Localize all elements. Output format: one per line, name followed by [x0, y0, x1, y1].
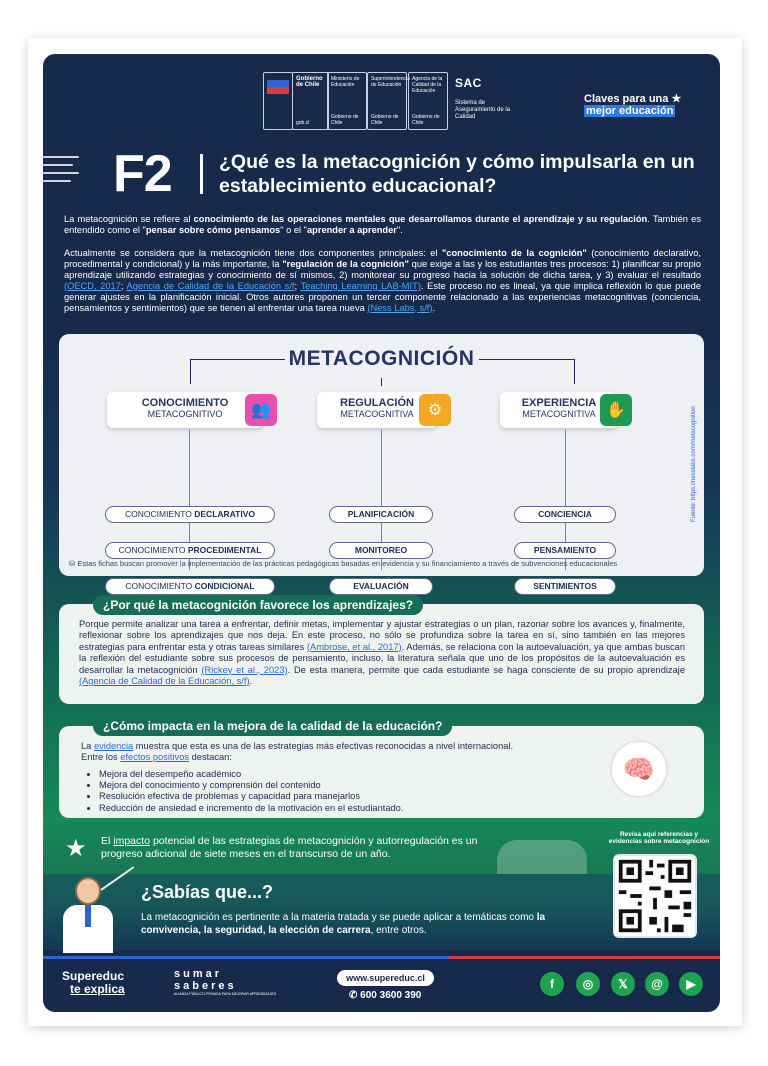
coins-icon: ⛁: [69, 559, 78, 568]
pill-condicional: CONOCIMIENTO CONDICIONAL: [105, 578, 275, 595]
website-link[interactable]: www.supereduc.cl: [337, 970, 434, 986]
connector: [574, 359, 575, 384]
ref-link-ambrose[interactable]: (Ambrose, et al., 2017): [306, 641, 402, 652]
poster: [43, 54, 720, 1012]
footer-divider: [43, 956, 720, 959]
phone-number: ✆ 600 3600 390: [349, 990, 422, 1001]
ref-link-rickey[interactable]: (Rickey et al., 2023): [201, 664, 288, 675]
claves-line-2: mejor educación: [586, 105, 674, 117]
ref-link-agencia-2[interactable]: (Agencia de Calidad de la Educación, s/f): [79, 676, 250, 687]
phone-icon: ✆: [349, 990, 361, 1001]
metacognition-diagram: [59, 334, 704, 591]
qr-label: Revisa aquí referencias y evidencias sobre metacognición: [608, 831, 710, 845]
connector: [190, 359, 191, 384]
instagram-icon[interactable]: ◎: [576, 972, 600, 996]
why-heading: ¿Por qué la metacognición favorece los aprendizajes?: [93, 595, 423, 615]
gob-chile-emblem-icon: [263, 72, 293, 130]
ref-link-mit[interactable]: Teaching Learning LAB-MIT): [300, 280, 421, 291]
wave-decoration: [43, 172, 79, 174]
threads-icon[interactable]: @: [645, 972, 669, 996]
pill-sentimientos: SENTIMIENTOS: [514, 578, 616, 595]
card-conocimiento: CONOCIMIENTO METACOGNITIVO 👥: [107, 392, 263, 428]
pill-pensamiento: PENSAMIENTO: [514, 542, 616, 559]
why-box: [59, 604, 704, 704]
pill-procedimental: CONOCIMIENTO PROCEDIMENTAL: [105, 542, 275, 559]
link-efectos-positivos[interactable]: efectos positivos: [120, 752, 190, 763]
facebook-icon[interactable]: f: [540, 972, 564, 996]
list-item: • Resolución efectiva de problemas y capacidad para manejarlos: [99, 791, 403, 802]
list-item: • Mejora del desempeño académico: [99, 769, 403, 780]
hand-star-icon: ✋: [600, 394, 632, 426]
brain-icon: 🧠: [610, 740, 668, 798]
connector: [190, 359, 285, 360]
logo-mineduc: Ministerio de Educación Gobierno de Chile: [327, 72, 367, 130]
cloud-decoration: [497, 840, 587, 874]
connector: [479, 359, 574, 360]
group-people-icon: 👥: [245, 394, 277, 426]
qr-code[interactable]: [613, 854, 697, 938]
ref-link-agencia[interactable]: Agencia de Calidad de la Educación s/f: [126, 280, 295, 291]
teacher-illustration: [53, 869, 123, 954]
intro-paragraph-1: La metacognición se refiere al conocimiento de las operaciones mentales que desarrollamos durante el aprendizaje y su regulación. También es entendido como el "pensar sobre cómo pensamos" o el "aprender a aprender".: [64, 214, 701, 235]
pill-conciencia: CONCIENCIA: [514, 506, 616, 523]
qr-code-icon: [615, 856, 695, 936]
wave-decoration: [43, 180, 71, 182]
wave-decoration: [43, 156, 79, 158]
supereduc-logo: Supereduc te explica: [62, 969, 125, 996]
page-title: ¿Qué es la metacognición y cómo impulsarla en un establecimiento educacional?: [219, 151, 695, 197]
diagram-title: METACOGNICIÓN: [288, 347, 475, 370]
sac-logo: SAC: [455, 76, 482, 90]
sumar-saberes-logo: sumar saberes ALIANZA PÚBLICO-PRIVADA PARA MEJORAR APRENDIZAJES: [174, 968, 277, 996]
diagram-source: Fuente: https://nesslabs.com/metacognition: [691, 406, 697, 522]
why-text: Porque permite analizar una tarea a enfrentar, definir metas, implementar y ajustar estrategias o un plan, razonar sobre los avances y, finalmente, reflexionar sobre los aprendizajes que nos deja. En este proceso, no sólo se profundiza sobre la tarea en sí, sino también en las mejores estrategias para enfrentar esta y otras tareas similares (Ambrose, et al., 2017). Además, se relaciona con la autoevaluación, ya que ambas buscan la reflexión del estudiante sobre sus procesos de pensamiento, incluso, la literatura señala que uno de los propósitos de la autoevaluación es desarrollar la metacognición (Rickey et al., 2023). De esta manera, permite que cada estudiante se haga consciente de su propio aprendizaje (Agencia de Calidad de la Educación, s/f).: [79, 619, 686, 687]
disclaimer: ⛁ Estas fichas buscan promover la implementación de las prácticas pedagógicas basadas en evidencia y su financiamiento a través de subvenciones educacionales: [69, 559, 618, 568]
impact-note: El impacto potencial de las estrategias de metacognición y autorregulación es un progreso adicional de siete meses en el transcurso de un año.: [101, 835, 478, 860]
star-icon: ★: [65, 835, 87, 862]
sabias-heading: ¿Sabías que...?: [141, 882, 274, 902]
youtube-icon[interactable]: ▶: [679, 972, 703, 996]
ref-link-nesslabs[interactable]: (Ness Labs, s/f): [367, 302, 433, 313]
link-evidencia[interactable]: evidencia: [93, 741, 134, 751]
sabias-text: La metacognición es pertinente a la materia tratada y se puede aplicar a temáticas como la convivencia, la seguridad, la elección de carrera, entre otros.: [141, 912, 546, 936]
ref-link-oecd[interactable]: (OECD, 2017: [64, 280, 121, 291]
star-icon: ★: [671, 93, 682, 105]
x-icon[interactable]: 𝕏: [611, 972, 635, 996]
pill-evaluacion: EVALUACIÓN: [329, 578, 433, 595]
sheet-code: F2: [113, 145, 172, 203]
wave-decoration: [43, 164, 73, 166]
card-experiencia: EXPERIENCIA METACOGNITIVA ✋: [500, 392, 618, 428]
logo-gobierno: Gobierno de Chile gob.cl: [292, 72, 329, 130]
impact-heading: ¿Cómo impacta en la mejora de la calidad de la educación?: [93, 716, 452, 736]
card-regulacion: REGULACIÓN METACOGNITIVA ⚙: [317, 392, 437, 428]
logo-superintendencia: Superintendencia de Educación Gobierno de Chile: [367, 72, 407, 130]
effects-list: [99, 769, 403, 814]
list-item: • Reducción de ansiedad e incremento de la motivación en el estudiantado.: [99, 803, 403, 814]
intro-paragraph-2: Actualmente se considera que la metacognición tiene dos componentes principales: el "conocimiento de la cognición" (conocimiento declarativo, procedimental y condicional) y la más importante, la "regulación de la cognición" que exige a las y los estudiantes tres procesos: 1) planificar su propio aprendizaje utilizando estrategias y conocimiento de sí mismos, 2) monitorear su progreso hacia la solución de dicha tarea, y 3) evaluar el resultado (OECD, 2017; Agencia de Calidad de la Educación s/f; Teaching Learning LAB-MIT). Este proceso no es lineal, ya que implica reflexión lo que puede generar ajustes en la planificación inicial. Otros autores proponen un tercer componente relacionado a las experiencias metacognitivas (conciencia, pensamientos y sentimientos) que se tienen al enfrentar una tarea nueva (Ness Labs, s/f).: [64, 248, 701, 313]
connector: [381, 378, 382, 386]
list-item: • Mejora del conocimiento y comprensión del contenido: [99, 780, 403, 791]
pill-monitoreo: MONITOREO: [329, 542, 433, 559]
sac-subtitle: Sistema de Aseguramiento de la Calidad: [455, 100, 511, 120]
logo-agencia: Agencia de la Calidad de la Educación Gobierno de Chile: [408, 72, 448, 130]
pill-declarativo: CONOCIMIENTO DECLARATIVO: [105, 506, 275, 523]
title-divider: [200, 154, 203, 194]
pill-planificacion: PLANIFICACIÓN: [329, 506, 433, 523]
claves-line-1: Claves para una ★: [584, 93, 682, 105]
head-gear-icon: ⚙: [419, 394, 451, 426]
impact-text: La evidencia muestra que esta es una de las estrategias más efectivas reconocidas a nivel internacional. Entre los efectos positivos destacan:: [81, 741, 514, 763]
